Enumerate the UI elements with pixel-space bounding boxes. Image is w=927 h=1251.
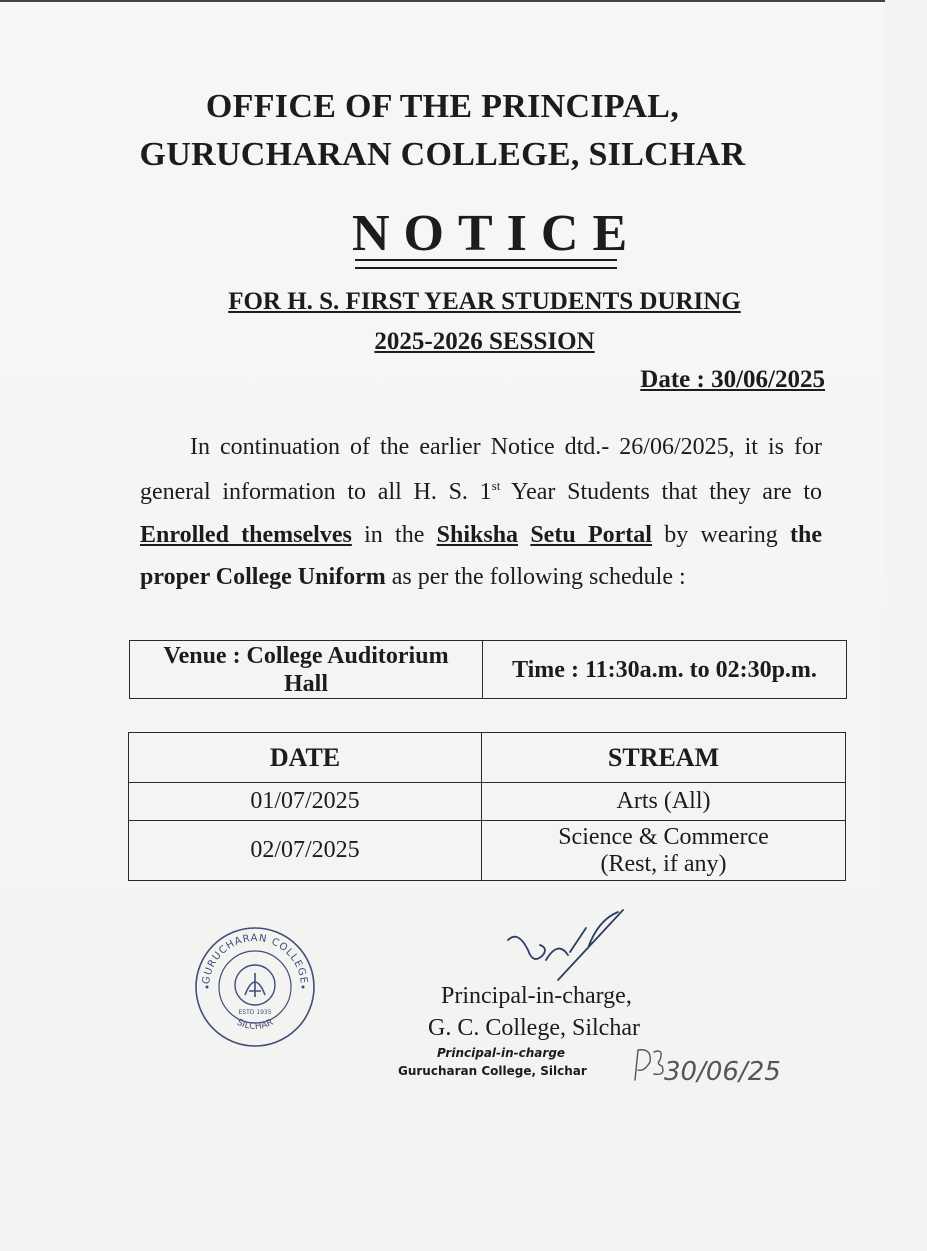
subtitle-line2: 2025-2026 SESSION — [374, 328, 595, 355]
schedule-table — [128, 732, 846, 881]
notice-date: Date : 30/06/2025 — [640, 366, 825, 393]
designation-stamp: Principal-in-charge — [437, 1046, 566, 1060]
uniform-emphasis: proper College Uniform — [140, 564, 386, 590]
signatory-institution: G. C. College, Silchar — [428, 1015, 640, 1041]
body-line-1: In continuation of the earlier Notice dtd.- 26/06/2025, it is for — [190, 434, 822, 460]
body-line-4: proper College Uniform as per the following schedule : — [140, 564, 686, 590]
office-heading: OFFICE OF THE PRINCIPAL, — [205, 88, 680, 125]
svg-text:ESTD 1935: ESTD 1935 — [238, 1009, 272, 1016]
enrolled-emphasis: Enrolled themselves — [140, 522, 352, 548]
table-row: 02/07/2025 Science & Commerce (Rest, if any) — [129, 821, 846, 881]
svg-text:GURUCHARAN COLLEGE: GURUCHARAN COLLEGE — [200, 932, 310, 985]
date-column-header: DATE — [129, 733, 482, 783]
venue-time-table — [129, 640, 847, 699]
portal-name: Setu Portal — [530, 522, 652, 548]
institution-stamp: Gurucharan College, Silchar — [398, 1064, 587, 1078]
body-line-3: Enrolled themselves in the Shiksha Setu Portal by wearing the — [140, 522, 823, 548]
stream-column-header: STREAM — [482, 733, 846, 783]
svg-text:SILCHAR: SILCHAR — [235, 1017, 275, 1032]
handwritten-date — [630, 1040, 781, 1095]
venue-cell: Venue : College Auditorium Hall — [130, 641, 483, 699]
body-line-2: general information to all H. S. 1st Year Students that they are to — [140, 478, 822, 505]
time-cell: Time : 11:30a.m. to 02:30p.m. — [483, 641, 847, 699]
notice-title-underline — [355, 259, 617, 269]
college-heading: GURUCHARAN COLLEGE, SILCHAR — [139, 136, 746, 173]
subtitle-line1: FOR H. S. FIRST YEAR STUDENTS DURING — [228, 288, 741, 315]
signatory-designation: Principal-in-charge, — [441, 983, 632, 1009]
principal-signature — [498, 910, 628, 990]
college-seal-stamp — [193, 925, 317, 1049]
notice-title: NOTICE — [352, 205, 642, 262]
svg-text:30/06/25: 30/06/25 — [664, 1057, 781, 1087]
page-top-border — [0, 0, 885, 2]
table-row: 01/07/2025 Arts (All) — [129, 783, 846, 821]
